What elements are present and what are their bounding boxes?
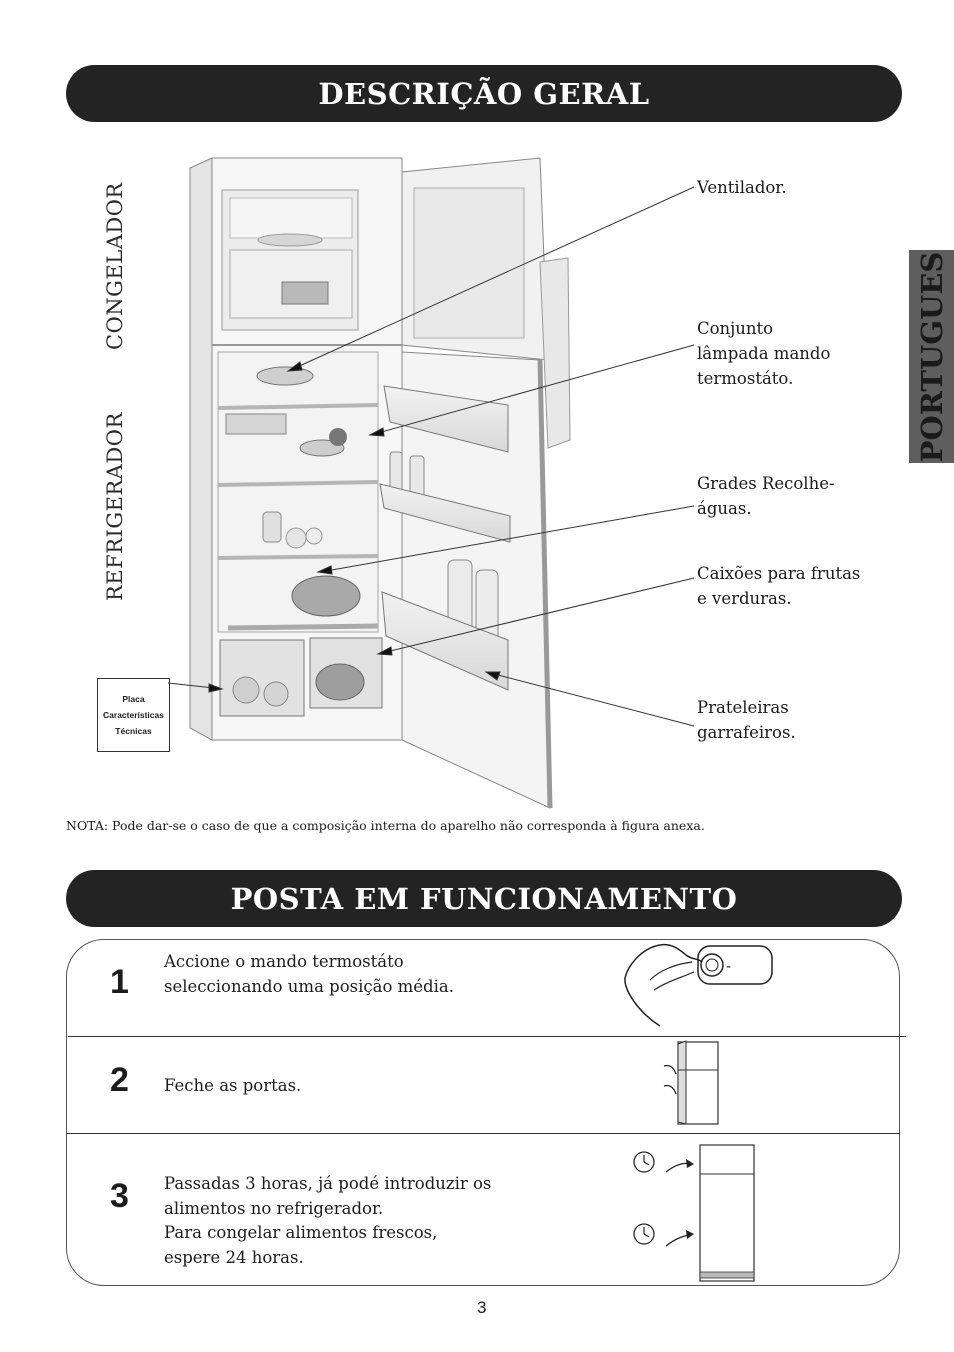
step-1-text [164,950,454,999]
step-2-number: 2 [110,1061,129,1099]
callout-crisper-drawers [697,561,860,611]
step-1-line-1: Accione o mando termostáto [164,952,404,971]
step-2-line-1: Feche as portas. [164,1076,302,1095]
step-2-text [164,1074,301,1099]
callout-crisper-line-1: Caixões para frutas [697,564,861,583]
page-number: 3 [477,1298,487,1317]
step-1-number: 1 [110,963,129,1001]
closed-fridge-icon [660,1040,724,1126]
section-title-general: DESCRIÇÃO GERAL [66,65,902,122]
callout-grids-line-2: águas. [697,499,752,518]
callout-lamp-line-2: lâmpada mando [697,344,831,363]
callout-fan [697,175,787,200]
callout-fan-line: Ventilador. [697,178,787,197]
step-3-line-2: alimentos no refrigerador. [164,1198,384,1218]
thermostat-hand-icon [620,940,780,1030]
step-1-line-2: seleccionando uma posição média. [164,976,454,996]
callout-bottle-line-2: garrafeiros. [697,723,796,742]
callout-lamp-line-1: Conjunto [697,319,774,338]
callout-water-grids [697,471,835,521]
callout-lamp-line-3: termostáto. [697,369,794,388]
section-title-startup: POSTA EM FUNCIONAMENTO [66,870,902,927]
plate-line-3: Técnicas [115,726,152,736]
callout-crisper-line-2: e verduras. [697,589,792,608]
plate-line-2: Características [103,710,164,720]
callout-bottle-shelves [697,695,796,745]
thermostat-minus-sign: - [726,959,732,975]
rating-plate-label [97,678,170,752]
note-text: NOTA: Pode dar-se o caso de que a composição interna do aparelho não corresponda à figura anexa. [66,818,705,833]
clock-fridge-icon [630,1142,760,1284]
plate-line-1: Placa [122,694,145,704]
freezer-label: CONGELADOR [103,182,127,350]
step-3-line-1: Passadas 3 horas, já podé introduzir os [164,1174,492,1193]
fridge-label: REFRIGERADOR [103,412,127,601]
step-divider [66,1133,900,1134]
step-3-text [164,1172,491,1270]
callout-bottle-line-1: Prateleiras [697,698,789,717]
step-divider [68,1036,906,1037]
callout-grids-line-1: Grades Recolhe- [697,474,835,493]
language-tab-label: PORTUGUES [914,251,949,462]
step-3-line-3: Para congelar alimentos frescos, [164,1223,438,1242]
step-3-line-4: espere 24 horas. [164,1247,304,1267]
step-3-number: 3 [110,1177,129,1215]
callout-lamp-thermostat [697,316,830,391]
